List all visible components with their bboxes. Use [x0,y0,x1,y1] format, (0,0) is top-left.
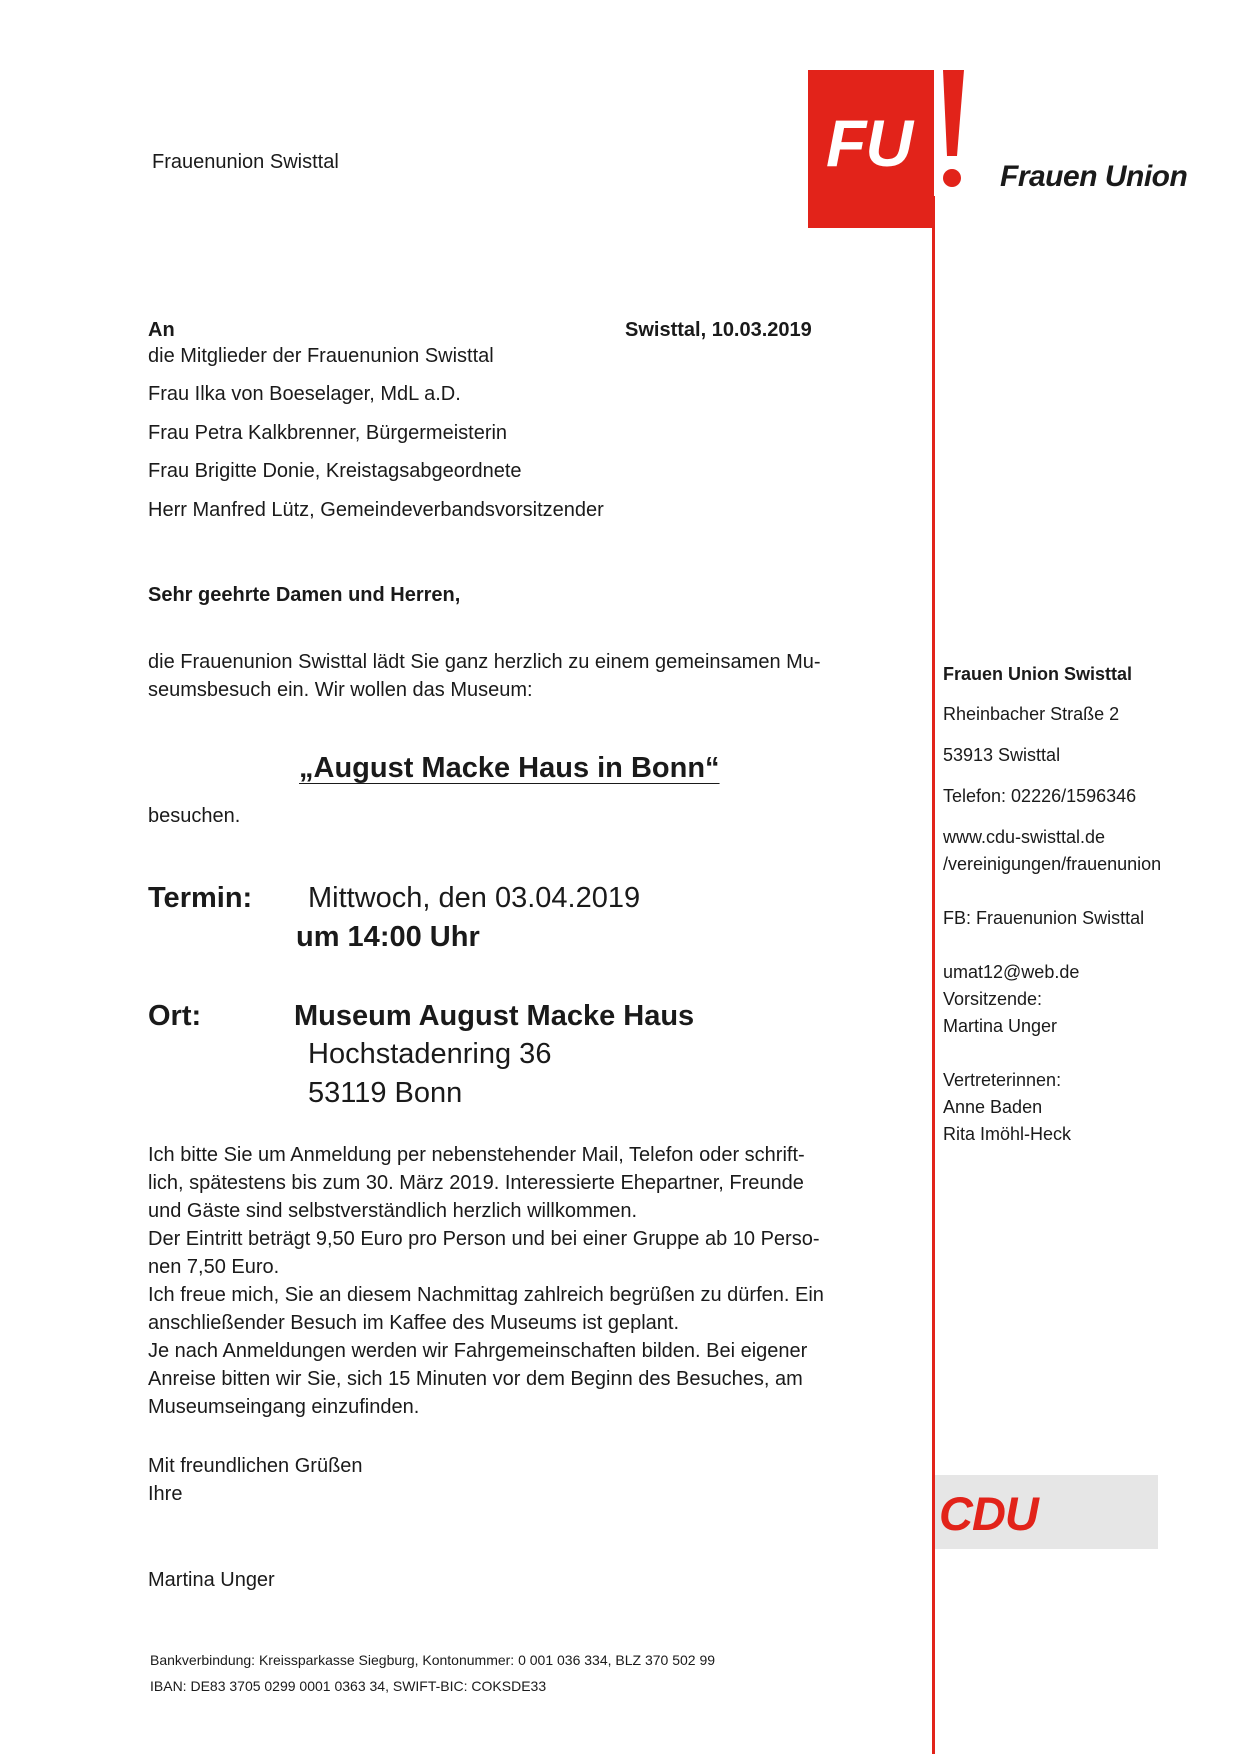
body-line: Ich bitte Sie um Anmeldung per nebenstehender Mail, Telefon oder schrift- [148,1144,805,1166]
sidebar-chair-name: Martina Unger [943,1016,1058,1036]
body-line: Je nach Anmeldungen werden wir Fahrgemeinschaften bilden. Bei eigener [148,1340,808,1362]
body-line: lich, spätestens bis zum 30. März 2019. Interessierte Ehepartner, Freunde [148,1172,804,1194]
body-line: Museumseingang einzufinden. [148,1396,420,1418]
body-line: Der Eintritt beträgt 9,50 Euro pro Person und bei einer Gruppe ab 10 Perso- [148,1228,820,1250]
exclamation-icon [934,70,972,196]
termin-label: Termin: [148,882,253,914]
sidebar-street: Rheinbacher Straße 2 [943,704,1120,724]
cdu-logo [935,1475,1158,1549]
museum-title: „August Macke Haus in Bonn“ [299,752,720,784]
body-paragraph [148,1141,888,1421]
fu-logo-mark: FU [826,106,912,180]
sidebar-city: 53913 Swisttal [943,745,1061,765]
body-line: Anreise bitten wir Sie, sich 15 Minuten vor dem Beginn des Besuches, am [148,1368,803,1390]
salutation: Sehr geehrte Damen und Herren, [148,584,461,606]
sidebar-org: Frauen Union Swisttal [943,664,1133,684]
sidebar-web-path[interactable]: /vereinigungen/frauenunion [943,854,1162,874]
sender-line: Frauenunion Swisttal [152,151,339,173]
sidebar-chair-label: Vorsitzende: [943,989,1043,1009]
sidebar-deputy-label: Vertreterinnen: [943,1070,1062,1090]
intro-line: die Frauenunion Swisttal lädt Sie ganz herzlich zu einem gemeinsamen Mu- [148,651,821,673]
fu-logo [808,70,934,228]
closing: Mit freundlichen Grüßen [148,1455,363,1477]
recipient-line: Frau Petra Kalkbrenner, Bürgermeisterin [148,422,508,444]
sidebar-phone: Telefon: 02226/1596346 [943,786,1137,806]
footer-iban: IBAN: DE83 3705 0299 0001 0363 34, SWIFT-BIC: COKSDE33 [150,1678,547,1694]
termin-date: Mittwoch, den 03.04.2019 [308,882,641,914]
ort-street: Hochstadenring 36 [308,1038,552,1070]
sidebar-deputy-name: Rita Imöhl-Heck [943,1124,1072,1144]
closing-ihre: Ihre [148,1483,183,1505]
date-line: Swisttal, 10.03.2019 [625,319,812,341]
sidebar-facebook: FB: Frauenunion Swisttal [943,908,1145,928]
recipient-line: Frau Ilka von Boeselager, MdL a.D. [148,383,461,405]
sidebar-web[interactable]: www.cdu-swisttal.de [943,827,1106,847]
signature-name: Martina Unger [148,1569,275,1591]
recipient-label: An [148,319,175,341]
sidebar-email[interactable]: umat12@web.de [943,962,1080,982]
ort-city: 53119 Bonn [308,1077,463,1109]
visit-word: besuchen. [148,805,241,827]
body-line: Ich freue mich, Sie an diesem Nachmittag zahlreich begrüßen zu dürfen. Ein [148,1284,824,1306]
recipient-line: Frau Brigitte Donie, Kreistagsabgeordnete [148,460,522,482]
body-line: anschließender Besuch im Kaffee des Museums ist geplant. [148,1312,680,1334]
body-line: nen 7,50 Euro. [148,1256,280,1278]
ort-label: Ort: [148,1000,202,1032]
frauen-union-brand: Frauen Union [1000,160,1188,193]
recipient-line: Herr Manfred Lütz, Gemeindeverbandsvorsitzender [148,499,604,521]
cdu-logo-text: CDU [939,1487,1038,1540]
sidebar-deputy-name: Anne Baden [943,1097,1043,1117]
body-line: und Gäste sind selbstverständlich herzlich willkommen. [148,1200,638,1222]
recipient-line: die Mitglieder der Frauenunion Swisttal [148,345,494,367]
ort-name: Museum August Macke Haus [294,1000,695,1032]
intro-line: seumsbesuch ein. Wir wollen das Museum: [148,679,533,701]
footer-bank: Bankverbindung: Kreissparkasse Siegburg, Kontonummer: 0 001 036 334, BLZ 370 502 99 [150,1652,716,1668]
termin-time: um 14:00 Uhr [296,921,480,953]
